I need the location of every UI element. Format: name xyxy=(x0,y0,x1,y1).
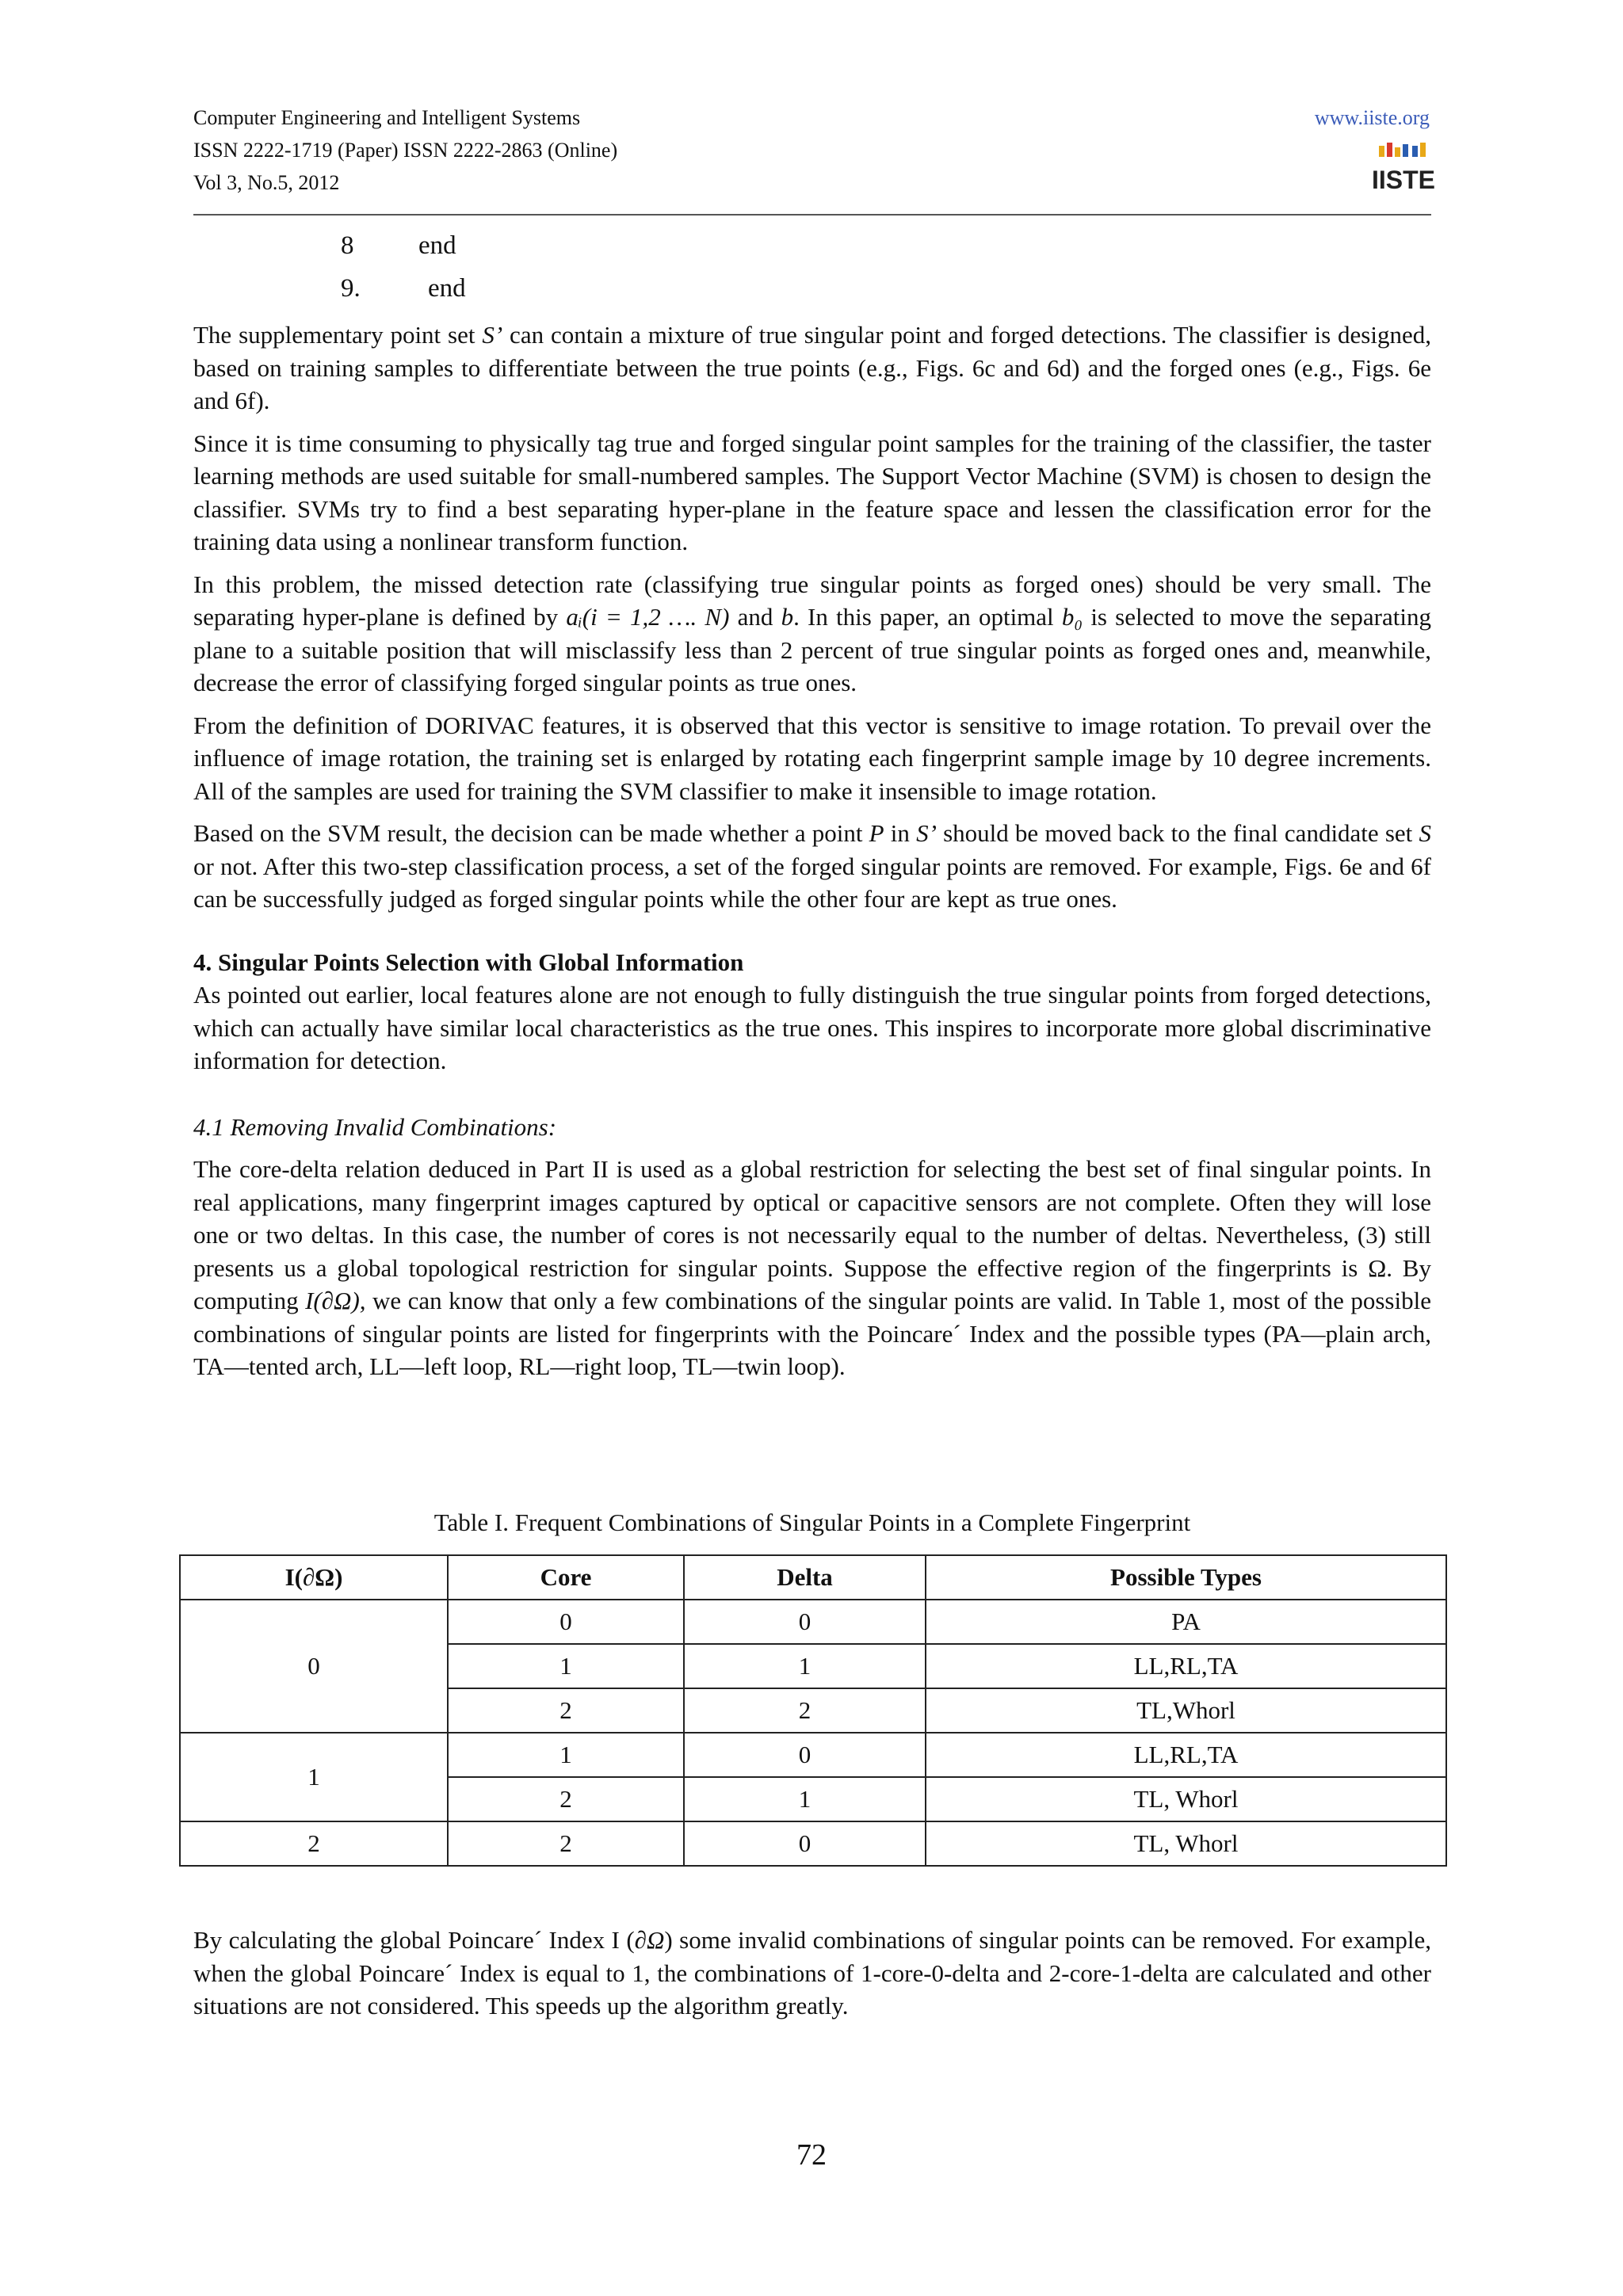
body-text-upper xyxy=(193,318,1431,1393)
types-cell: TL,Whorl xyxy=(926,1688,1446,1733)
table-header-row xyxy=(180,1555,1446,1600)
table-row xyxy=(180,1821,1446,1866)
volume-line: Vol 3, No.5, 2012 xyxy=(193,171,340,194)
index-cell: 1 xyxy=(180,1733,448,1821)
types-cell: PA xyxy=(926,1600,1446,1644)
delta-cell: 0 xyxy=(684,1821,926,1866)
paragraph-svm-choice: Since it is time consuming to physically tag true and forged singular point samples for the training of the classifier, the taster learning methods are used suitable for small-numbered samples. The Support Vector Machine (SVM) is chosen to design the classifier. SVMs try to find a best separating hyper-plane in the feature space and lessen the classification error for the training data using a nonlinear transform function. xyxy=(193,429,1431,555)
section-4-1-heading: 4.1 Removing Invalid Combinations: xyxy=(193,1112,557,1141)
delta-cell: 1 xyxy=(684,1644,926,1688)
body-text-lower xyxy=(193,1924,1431,2032)
core-cell: 0 xyxy=(448,1600,684,1644)
types-cell: LL,RL,TA xyxy=(926,1644,1446,1688)
delta-cell: 2 xyxy=(684,1688,926,1733)
delta-cell: 1 xyxy=(684,1777,926,1821)
core-cell: 2 xyxy=(448,1688,684,1733)
algorithm-line-text: end xyxy=(418,231,456,260)
iiste-logo xyxy=(1371,141,1436,194)
algorithm-line-number: 8 xyxy=(341,231,354,260)
core-cell: 1 xyxy=(448,1644,684,1688)
table-caption: Table I. Frequent Combinations of Singular Points in a Complete Fingerprint xyxy=(433,1508,1191,1536)
core-cell: 2 xyxy=(448,1821,684,1866)
algorithm-line xyxy=(341,231,456,261)
journal-name: Computer Engineering and Intelligent Systems xyxy=(193,106,581,129)
paragraph-hyperplane: In this problem, the missed detection rate (classifying true singular points as forged ones) should be very small. The separating hyper-plane is defined by aᵢ(i = 1,2 …. N) and b. In this paper, an optimal b₀ is selected to move the separating plane to a suitable position that will misclassify less than 2 percent of true singular points as forged ones and, meanwhile, decrease the error of classifying forged singular points as true ones. xyxy=(193,570,1431,696)
journal-url-link[interactable]: www.iiste.org xyxy=(1314,106,1430,129)
paragraph-svm-result: Based on the SVM result, the decision can be made whether a point P in S’ should be moved back to the final candidate set S or not. After this two-step classification process, a set of the forged singular points are removed. For example, Figs. 6e and 6f can be successfully judged as forged singular points while the other four are kept as true ones. xyxy=(193,819,1431,913)
column-header-types: Possible Types xyxy=(926,1555,1446,1600)
section-4-heading: 4. Singular Points Selection with Global Information xyxy=(193,948,744,976)
index-cell: 0 xyxy=(180,1600,448,1733)
combinations-table xyxy=(179,1554,1447,1867)
paragraph-global-info: As pointed out earlier, local features alone are not enough to fully distinguish the true singular points from forged detections, which can actually have similar local characteristics as the true ones. This inspires to incorporate more global discriminative information for detection. xyxy=(193,981,1431,1074)
algorithm-line xyxy=(341,274,466,303)
algorithm-line-text: end xyxy=(428,274,466,303)
issn-line: ISSN 2222-1719 (Paper) ISSN 2222-2863 (Online) xyxy=(193,139,618,162)
types-cell: LL,RL,TA xyxy=(926,1733,1446,1777)
page-header xyxy=(193,101,1436,199)
paragraph-supplementary-set: The supplementary point set S’ can contain a mixture of true singular point and forged detections. The classifier is designed, based on training samples to differentiate between the true points (e.g., Figs. 6c and 6d) and the forged ones (e.g., Figs. 6e and 6f). xyxy=(193,321,1431,414)
table-row xyxy=(180,1733,1446,1777)
delta-cell: 0 xyxy=(684,1733,926,1777)
svg-text:IISTE: IISTE xyxy=(1371,166,1436,194)
header-rule xyxy=(193,214,1431,215)
algorithm-line-number: 9. xyxy=(341,274,361,303)
table-row xyxy=(180,1600,1446,1644)
delta-cell: 0 xyxy=(684,1600,926,1644)
types-cell: TL, Whorl xyxy=(926,1777,1446,1821)
index-cell: 2 xyxy=(180,1821,448,1866)
paragraph-poincare-index: By calculating the global Poincare´ Index I (∂Ω) some invalid combinations of singular points can be removed. For example, when the global Poincare´ Index is equal to 1, the combinations of 1-core-0-delta and 2-core-1-delta are calculated and other situations are not considered. This speeds up the algorithm greatly. xyxy=(193,1926,1431,2019)
paragraph-core-delta: The core-delta relation deduced in Part II is used as a global restriction for selecting the best set of final singular points. In real applications, many fingerprint images captured by optical or capacitive sensors are not complete. Often they will lose one or two deltas. In this case, the number of cores is not necessarily equal to the number of deltas. Nevertheless, (3) still presents us a global topological restriction for singular points. Suppose the effective region of the fingerprints is Ω. By computing I(∂Ω), we can know that only a few combinations of the singular points are valid. In Table 1, most of the possible combinations of singular points are listed for fingerprints with the Poincare´ Index and the possible types (PA—plain arch, TA—tented arch, LL—left loop, RL—right loop, TL—twin loop). xyxy=(193,1155,1431,1380)
core-cell: 1 xyxy=(448,1733,684,1777)
column-header-delta: Delta xyxy=(684,1555,926,1600)
paragraph-rotation: From the definition of DORIVAC features, it is observed that this vector is sensitive to image rotation. To prevail over the influence of image rotation, the training set is enlarged by rotating each fingerprint sample image by 10 degree increments. All of the samples are used for training the SVM classifier to make it insensible to image rotation. xyxy=(193,711,1431,805)
core-cell: 2 xyxy=(448,1777,684,1821)
column-header-index: I(∂Ω) xyxy=(180,1555,448,1600)
column-header-core: Core xyxy=(448,1555,684,1600)
types-cell: TL, Whorl xyxy=(926,1821,1446,1866)
page-number: 72 xyxy=(796,2138,827,2172)
